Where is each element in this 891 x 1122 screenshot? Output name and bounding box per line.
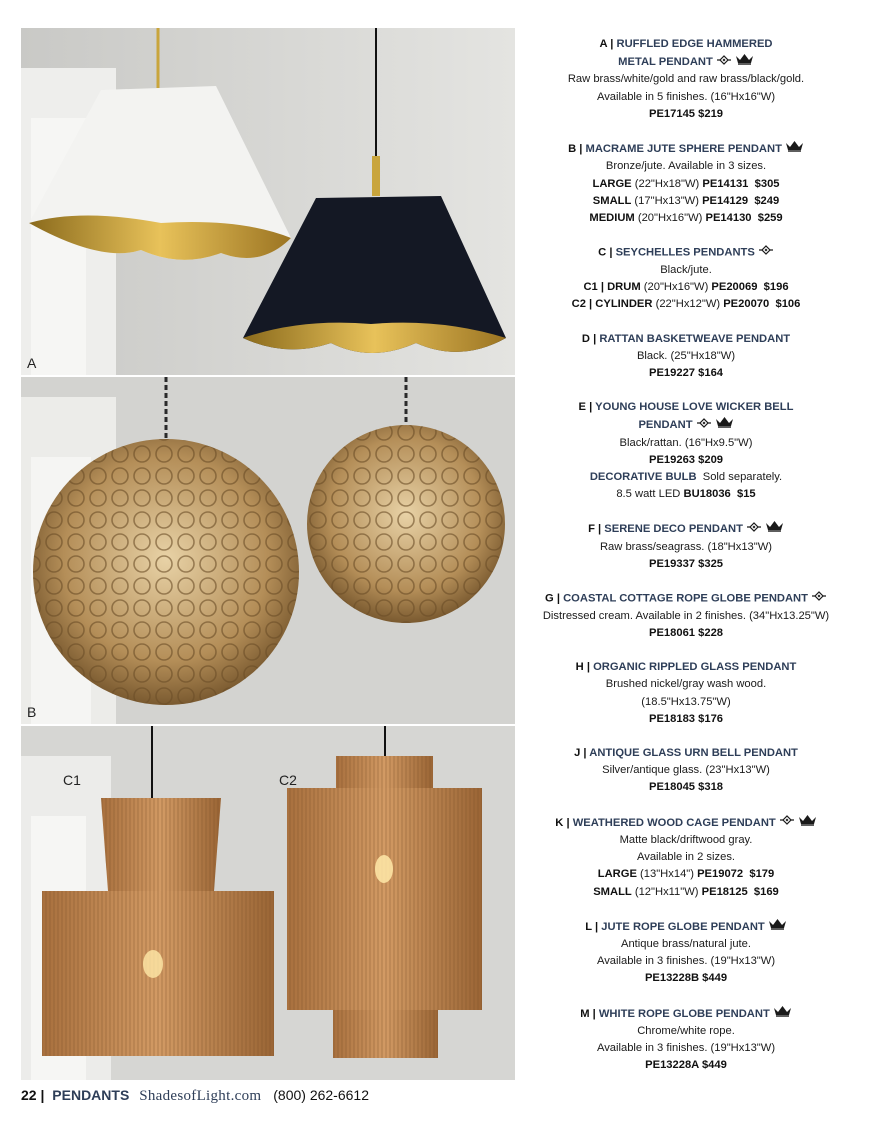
detail-text: Distressed cream. Available in 2 finishes. (34"Hx13.25"W) bbox=[542, 609, 830, 622]
product-letter: L | bbox=[585, 920, 602, 933]
product-detail bbox=[540, 1057, 832, 1074]
product-title bbox=[540, 590, 832, 608]
photo-a bbox=[21, 28, 515, 375]
product-detail bbox=[540, 884, 832, 901]
product-letter: G | bbox=[545, 592, 564, 605]
detail-text: (12"Hx11"W) bbox=[631, 885, 702, 898]
diamond-icon bbox=[716, 54, 732, 71]
product-detail bbox=[540, 469, 832, 486]
product-letter: F | bbox=[588, 523, 605, 536]
product-detail bbox=[540, 849, 832, 866]
product-h bbox=[540, 659, 832, 728]
detail-label: C2 | CYLINDER bbox=[571, 298, 653, 311]
product-letter: H | bbox=[575, 661, 594, 674]
detail-text: Chrome/white rope. bbox=[637, 1024, 735, 1037]
detail-label: PE18061 $228 bbox=[648, 627, 724, 640]
product-name: WEATHERED WOOD CAGE PENDANT bbox=[572, 816, 776, 829]
product-title bbox=[540, 1005, 832, 1023]
product-detail bbox=[540, 71, 832, 88]
photo-c1-label: C1 bbox=[63, 772, 81, 788]
detail-text: Bronze/jute. Available in 3 sizes. bbox=[605, 160, 767, 173]
product-detail bbox=[540, 486, 832, 503]
detail-text: (18.5"Hx13.75"W) bbox=[641, 695, 731, 708]
detail-label: PE19263 $209 bbox=[648, 453, 724, 466]
detail-text: (17"Hx13"W) bbox=[631, 194, 703, 207]
product-detail bbox=[540, 694, 832, 711]
detail-text: Raw brass/seagrass. (18"Hx13"W) bbox=[599, 540, 773, 553]
ruffled-pendant-illustration bbox=[21, 28, 515, 375]
crown-icon bbox=[735, 53, 754, 71]
detail-text: Available in 3 finishes. (19"Hx13"W) bbox=[596, 955, 776, 968]
diamond-icon bbox=[696, 417, 712, 434]
detail-text: Black/jute. bbox=[660, 263, 712, 276]
product-detail bbox=[540, 452, 832, 469]
sku-price: PE14129 $249 bbox=[702, 194, 780, 207]
detail-text: (13"Hx14") bbox=[636, 868, 698, 881]
product-letter: M | bbox=[580, 1007, 599, 1020]
detail-label: PE18183 $176 bbox=[648, 712, 724, 725]
product-detail bbox=[540, 936, 832, 953]
product-letter: K | bbox=[555, 816, 573, 829]
detail-label: PE17145 $219 bbox=[648, 107, 724, 120]
detail-text: Black/rattan. (16"Hx9.5"W) bbox=[619, 436, 753, 449]
product-letter: B | bbox=[568, 143, 586, 156]
sku-price: PE20070 $106 bbox=[723, 298, 801, 311]
product-f bbox=[540, 520, 832, 573]
product-title bbox=[540, 659, 832, 676]
product-title bbox=[540, 331, 832, 348]
detail-label: PE13228B $449 bbox=[644, 972, 728, 985]
product-detail bbox=[540, 608, 832, 625]
detail-text: Black. (25"Hx18"W) bbox=[636, 349, 736, 362]
product-detail bbox=[540, 832, 832, 849]
crown-icon bbox=[798, 814, 817, 832]
product-listing bbox=[540, 36, 832, 1092]
product-title bbox=[540, 416, 832, 434]
product-letter: A | bbox=[599, 38, 617, 50]
macrame-sphere-illustration bbox=[21, 377, 515, 724]
product-detail bbox=[540, 866, 832, 883]
product-detail bbox=[540, 762, 832, 779]
product-detail bbox=[540, 193, 832, 210]
photo-c bbox=[21, 726, 515, 1080]
detail-text: Available in 5 finishes. (16"Hx16"W) bbox=[596, 90, 776, 103]
product-letter: D | bbox=[581, 332, 600, 345]
detail-accent: DECORATIVE BULB bbox=[589, 471, 697, 484]
product-k bbox=[540, 814, 832, 901]
detail-text: Matte black/driftwood gray. bbox=[619, 833, 753, 846]
product-detail bbox=[540, 296, 832, 313]
photo-b-letter: B bbox=[27, 704, 37, 720]
detail-label: SMALL bbox=[592, 194, 632, 207]
detail-label: PE19337 $325 bbox=[648, 557, 724, 570]
crown-icon bbox=[765, 520, 784, 538]
product-detail bbox=[540, 556, 832, 573]
page-footer bbox=[21, 1087, 369, 1105]
detail-text: Raw brass/white/gold and raw brass/black/gold. bbox=[567, 73, 805, 86]
product-name: ANTIQUE GLASS URN BELL PENDANT bbox=[589, 747, 798, 760]
product-title bbox=[540, 53, 832, 71]
product-name: COASTAL COTTAGE ROPE GLOBE PENDANT bbox=[563, 592, 808, 605]
detail-label: LARGE bbox=[597, 868, 637, 881]
crown-icon bbox=[773, 1005, 792, 1023]
product-detail bbox=[540, 262, 832, 279]
detail-text: (20"Hx16"W) bbox=[634, 211, 706, 224]
product-detail bbox=[540, 89, 832, 106]
sku-price: PE14131 $305 bbox=[702, 177, 780, 190]
product-detail bbox=[540, 106, 832, 123]
seychelles-pendants-illustration bbox=[21, 726, 515, 1080]
photo-b bbox=[21, 377, 515, 724]
product-detail bbox=[540, 1023, 832, 1040]
product-name: WHITE ROPE GLOBE PENDANT bbox=[598, 1007, 770, 1020]
product-name: YOUNG HOUSE LOVE WICKER BELL bbox=[595, 401, 794, 414]
detail-label: PE19227 $164 bbox=[648, 366, 724, 379]
product-name: RUFFLED EDGE HAMMERED bbox=[616, 38, 773, 50]
crown-icon bbox=[768, 918, 787, 936]
product-detail bbox=[540, 970, 832, 987]
product-name: METAL PENDANT bbox=[618, 56, 713, 69]
product-detail bbox=[540, 279, 832, 296]
product-detail bbox=[540, 1040, 832, 1057]
product-letter: J | bbox=[574, 747, 590, 760]
detail-text: (20"Hx16"W) bbox=[640, 281, 712, 294]
detail-text: 8.5 watt LED bbox=[616, 488, 684, 501]
product-j bbox=[540, 745, 832, 797]
product-detail bbox=[540, 953, 832, 970]
sku-price: PE14130 $259 bbox=[705, 211, 783, 224]
product-name: MACRAME JUTE SPHERE PENDANT bbox=[585, 143, 782, 156]
detail-label: PE18045 $318 bbox=[648, 781, 724, 794]
product-detail bbox=[540, 711, 832, 728]
product-title bbox=[540, 399, 832, 416]
product-name: SERENE DECO PENDANT bbox=[604, 523, 743, 536]
product-title bbox=[540, 745, 832, 762]
product-name: JUTE ROPE GLOBE PENDANT bbox=[601, 920, 765, 933]
detail-text: Available in 2 sizes. bbox=[636, 851, 736, 864]
product-d bbox=[540, 331, 832, 383]
diamond-icon bbox=[811, 590, 827, 607]
detail-text: Antique brass/natural jute. bbox=[621, 938, 751, 951]
product-letter: C | bbox=[598, 246, 616, 259]
product-detail bbox=[540, 158, 832, 175]
photo-a-letter: A bbox=[27, 355, 37, 371]
detail-text: Sold separately. bbox=[696, 471, 783, 484]
product-detail bbox=[540, 176, 832, 193]
product-detail bbox=[540, 210, 832, 227]
product-title bbox=[540, 520, 832, 538]
detail-text: Available in 3 finishes. (19"Hx13"W) bbox=[596, 1042, 776, 1055]
product-m bbox=[540, 1005, 832, 1075]
product-name: RATTAN BASKETWEAVE PENDANT bbox=[599, 332, 791, 345]
product-b bbox=[540, 140, 832, 227]
product-detail bbox=[540, 435, 832, 452]
product-name: ORGANIC RIPPLED GLASS PENDANT bbox=[593, 661, 797, 674]
detail-label: C1 | DRUM bbox=[583, 281, 641, 294]
product-detail bbox=[540, 348, 832, 365]
phone-number: (800) 262-6612 bbox=[273, 1087, 369, 1103]
product-e bbox=[540, 399, 832, 503]
product-name: SEYCHELLES PENDANTS bbox=[615, 246, 755, 259]
product-detail bbox=[540, 539, 832, 556]
detail-label: SMALL bbox=[593, 885, 632, 898]
product-g bbox=[540, 590, 832, 642]
product-l bbox=[540, 918, 832, 988]
site-name: ShadesofLight.com bbox=[139, 1088, 262, 1104]
detail-text: (22"Hx12"W) bbox=[652, 298, 724, 311]
detail-text: Silver/antique glass. (23"Hx13"W) bbox=[602, 764, 770, 777]
product-title bbox=[540, 140, 832, 158]
product-letter: E | bbox=[578, 401, 596, 414]
product-detail bbox=[540, 625, 832, 642]
product-a bbox=[540, 36, 832, 123]
sku-price: PE18125 $169 bbox=[701, 885, 779, 898]
sku-price: PE19072 $179 bbox=[697, 868, 775, 881]
page-number: 22 | bbox=[21, 1087, 45, 1103]
detail-text: Brushed nickel/gray wash wood. bbox=[605, 678, 767, 691]
section-name: PENDANTS bbox=[52, 1087, 130, 1103]
detail-label: MEDIUM bbox=[589, 211, 635, 224]
product-detail bbox=[540, 779, 832, 796]
product-title bbox=[540, 36, 832, 53]
diamond-icon bbox=[779, 814, 795, 831]
sku-price: PE20069 $196 bbox=[711, 281, 789, 294]
crown-icon bbox=[715, 416, 734, 434]
detail-text: (22"Hx18"W) bbox=[631, 177, 703, 190]
detail-label: PE13228A $449 bbox=[645, 1059, 727, 1072]
diamond-icon bbox=[746, 521, 762, 538]
product-name: PENDANT bbox=[638, 419, 693, 432]
crown-icon bbox=[785, 140, 804, 158]
product-title bbox=[540, 918, 832, 936]
sku-price: BU18036 $15 bbox=[683, 488, 756, 501]
photo-c2-label: C2 bbox=[279, 772, 297, 788]
detail-label: LARGE bbox=[592, 177, 632, 190]
diamond-icon bbox=[758, 244, 774, 261]
product-detail bbox=[540, 676, 832, 693]
product-detail bbox=[540, 365, 832, 382]
product-title bbox=[540, 244, 832, 262]
product-title bbox=[540, 814, 832, 832]
product-c bbox=[540, 244, 832, 313]
